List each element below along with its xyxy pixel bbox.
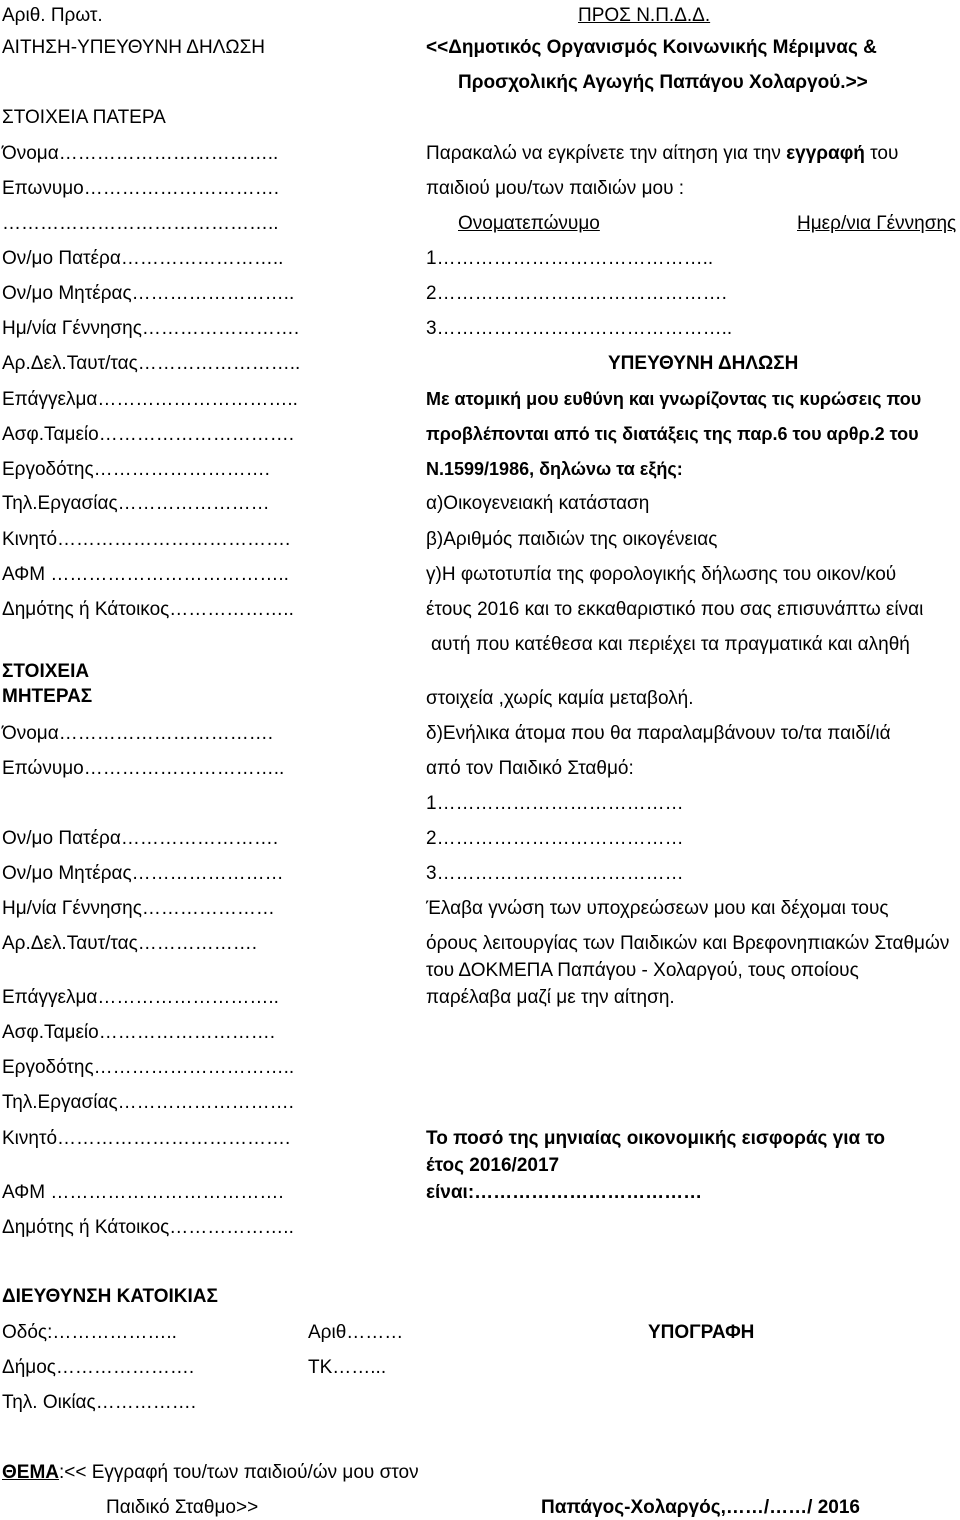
declaration-item-b: β)Αριθμός παιδιών της οικογένειας — [426, 529, 718, 550]
declaration-item-d-1: δ)Ενήλικα άτομα που θα παραλαμβάνουν το/τα παιδί/ιά — [426, 723, 891, 744]
father-field-9: Ασφ.Ταμείο…………………………. — [2, 424, 294, 445]
declaration-item-a: α)Οικογενειακή κατάσταση — [426, 493, 650, 514]
mother-field-4: Ον/μο Μητέρας…………………… — [2, 863, 284, 884]
child-row-2: 2………………………………………. — [426, 283, 727, 304]
mother-field-8: Ασφ.Ταμείο………………………. — [2, 1022, 275, 1043]
mother-field-5: Ημ/νία Γέννησης………………… — [2, 898, 275, 919]
father-field-13: ΑΦΜ ……………………………….. — [2, 564, 289, 585]
adult-row-2: 2………………………………… — [426, 828, 684, 849]
father-field-5: Ον/μο Μητέρας…………………….. — [2, 283, 295, 304]
request-line-2: παιδιού μου/των παιδιών μου : — [426, 178, 685, 199]
father-field-7: Αρ.Δελ.Ταυτ/τας…………………….. — [2, 353, 301, 374]
mother-section-heading-line-1: ΣΤΟΙΧΕΙΑ — [2, 661, 90, 682]
request-line-1: Παρακαλώ να εγκρίνετε την αίτηση για την εγγραφή του — [426, 143, 899, 164]
subject-line-2: Παιδικό Σταθμο>> — [106, 1497, 259, 1518]
father-field-6: Ημ/νία Γέννησης……………………. — [2, 318, 300, 339]
declaration-item-c-2: έτους 2016 και το εκκαθαριστικό που σας επισυνάπτω είναι — [426, 599, 924, 620]
mother-field-6: Αρ.Δελ.Ταυτ/τας………………. — [2, 933, 258, 954]
father-field-4: Ον/μο Πατέρα…………………….. — [2, 248, 284, 269]
father-section-heading: ΣΤΟΙΧΕΙΑ ΠΑΤΕΡΑ — [2, 107, 166, 128]
child-row-1: 1…………………………………….. — [426, 248, 714, 269]
terms-line-2: όρους λειτουργίας των Παιδικών και Βρεφονηπιακών Σταθμών — [426, 933, 950, 954]
mother-field-13: Δημότης ή Κάτοικος……………….. — [2, 1217, 294, 1238]
subject-label: ΘΕΜΑ — [2, 1462, 59, 1483]
signature-label: ΥΠΟΓΡΑΦΗ — [648, 1322, 755, 1343]
request-enrollment-word: εγγραφή — [786, 143, 865, 164]
declaration-intro-2: προβλέπονται από τις διατάξεις της παρ.6 του αρθρ.2 του — [426, 424, 919, 444]
municipality-field: Δήμος…………………. — [2, 1357, 195, 1378]
father-field-12: Κινητό………………………………. — [2, 529, 291, 550]
organization-line-1: <<Δημοτικός Οργανισμός Κοινωνικής Μέριμνας & — [426, 37, 877, 58]
fee-line-2: έτος 2016/2017 — [426, 1155, 560, 1176]
home-phone-field: Τηλ. Οικίας……………. — [2, 1392, 196, 1413]
fee-line-3: είναι:……………………………… — [426, 1182, 703, 1203]
mother-field-2: Επώνυμο………………………….. — [2, 758, 285, 779]
terms-line-4: παρέλαβα μαζί με την αίτηση. — [426, 987, 675, 1008]
father-field-14: Δημότης ή Κάτοικος……………….. — [2, 599, 294, 620]
recipient-label: ΠΡΟΣ Ν.Π.Δ.Δ. — [578, 5, 711, 26]
declaration-intro-1: Με ατομική μου ευθύνη και γνωρίζοντας τις κυρώσεις που — [426, 389, 922, 409]
subject-line: ΘΕΜΑ:<< Εγγραφή του/των παιδιού/ών μου στον — [2, 1462, 419, 1483]
mother-section-heading-line-2: ΜΗΤΕΡΑΣ — [2, 686, 93, 707]
declaration-item-d-2: από τον Παιδικό Σταθμό: — [426, 758, 634, 779]
terms-line-1: Έλαβα γνώση των υποχρεώσεων μου και δέχομαι τους — [426, 898, 889, 919]
father-field-1: Όνομα…………………………….. — [2, 143, 279, 164]
protocol-number-label: Αριθ. Πρωτ. — [2, 5, 103, 26]
mother-field-12: ΑΦΜ ………………………………. — [2, 1182, 284, 1203]
adult-row-3: 3………………………………… — [426, 863, 684, 884]
postal-code-field: ΤΚ……... — [308, 1357, 387, 1378]
father-field-11: Τηλ.Εργασίας…………………… — [2, 493, 270, 514]
father-field-3: …………………………………….. — [2, 213, 279, 234]
mother-field-11: Κινητό………………………………. — [2, 1128, 291, 1149]
children-name-column-header: Ονοματεπώνυμο — [458, 213, 600, 234]
child-row-3: 3……………………………………….. — [426, 318, 733, 339]
street-field: Οδός:……………….. — [2, 1322, 177, 1343]
father-field-8: Επάγγελμα………………………….. — [2, 389, 298, 410]
declaration-item-c-4: στοιχεία ,χωρίς καμία μεταβολή. — [426, 688, 694, 709]
terms-line-3: του ΔΟΚΜΕΠΑ Παπάγου - Χολαργού, τους οποίους — [426, 960, 859, 981]
mother-field-1: Όνομα……………………………. — [2, 723, 273, 744]
declaration-heading: ΥΠΕΥΘΥΝΗ ΔΗΛΩΣΗ — [608, 353, 799, 374]
organization-line-2: Προσχολικής Αγωγής Παπάγου Χολαργού.>> — [458, 72, 868, 93]
mother-field-9: Εργοδότης………………………….. — [2, 1057, 295, 1078]
adult-row-1: 1………………………………… — [426, 793, 684, 814]
application-title: ΑΙΤΗΣΗ-ΥΠΕΥΘΥΝΗ ΔΗΛΩΣΗ — [2, 37, 266, 58]
address-heading: ΔΙΕΥΘΥΝΣΗ ΚΑΤΟΙΚΙΑΣ — [2, 1286, 218, 1307]
declaration-intro-3: Ν.1599/1986, δηλώνω τα εξής: — [426, 459, 683, 479]
declaration-item-c-1: γ)Η φωτοτυπία της φορολογικής δήλωσης του οικον/κού — [426, 564, 897, 585]
fee-line-1: Το ποσό της μηνιαίας οικονομικής εισφοράς για το — [426, 1128, 886, 1149]
children-dob-column-header: Ημερ/νια Γέννησης — [797, 213, 957, 234]
mother-field-3: Ον/μο Πατέρα……………………. — [2, 828, 279, 849]
father-field-10: Εργοδότης………………………. — [2, 459, 270, 480]
father-field-2: Επωνυμο…………………………. — [2, 178, 280, 199]
declaration-item-c-3: αυτή που κατέθεσα και περιέχει τα πραγματικά και αληθή — [431, 634, 910, 655]
place-and-date: Παπάγος-Χολαργός,……/……/ 2016 — [541, 1497, 860, 1518]
street-number-field: Αριθ……… — [308, 1322, 404, 1343]
mother-field-10: Τηλ.Εργασίας………………………. — [2, 1092, 294, 1113]
mother-field-7: Επάγγελμα……………………….. — [2, 987, 279, 1008]
